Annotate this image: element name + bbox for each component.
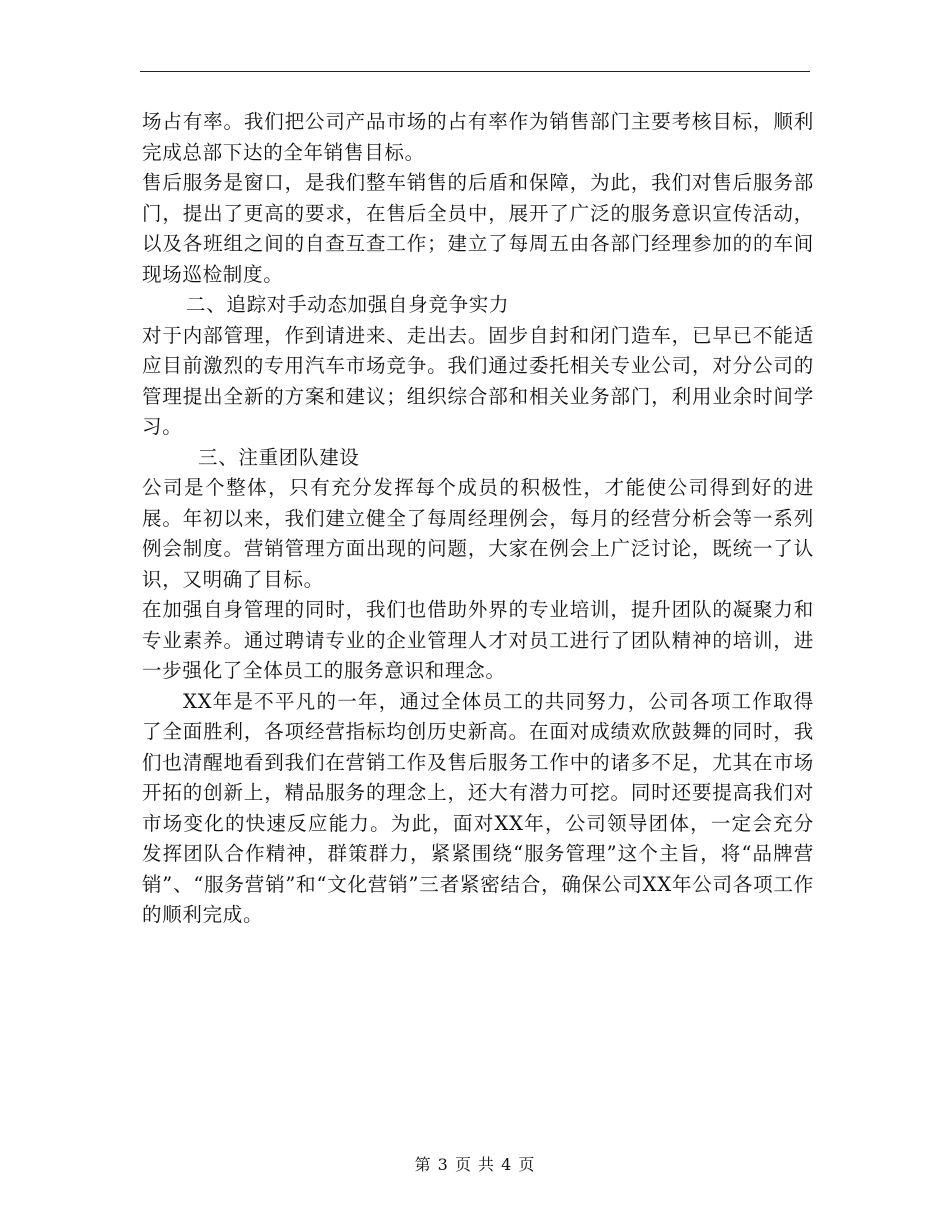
header-rule <box>140 71 810 72</box>
paragraph-market-share: 场占有率。我们把公司产品市场的占有率作为销售部门主要考核目标，顺利完成总部下达的全年销售目标。 <box>142 110 814 164</box>
paragraph-summary: XX年是不平凡的一年，通过全体员工的共同努力，公司各项工作取得了全面胜利，各项经营指标均创历史新高。在面对成绩欢欣鼓舞的同时，我们也清醒地看到我们在营销工作及售后服务工作中的诸多不足，尤其在市场开拓的创新上，精品服务的理念上，还大有潜力可挖。同时还要提高我们对市场变化的快速反应能力。为此，面对XX年，公司领导团体，一定会充分发挥团队合作精神，群策群力，紧紧围绕“服务管理”这个主旨，将“品牌营销”、“服务营销”和“文化营销”三者紧密结合，确保公司XX年公司各项工作的顺利完成。 <box>142 689 814 926</box>
paragraph-internal-management: 对于内部管理，作到请进来、走出去。固步自封和闭门造车，已早已不能适应目前激烈的专用汽车市场竞争。我们通过委托相关专业公司，对分公司的管理提出全新的方案和建议；组织综合部和相关业务部门，利用业余时间学习。 <box>142 323 814 438</box>
paragraph-after-sales: 售后服务是窗口，是我们整车销售的后盾和保障，为此，我们对售后服务部门，提出了更高的要求，在售后全员中，展开了广泛的服务意识宣传活动，以及各班组之间的自查互查工作；建立了每周五由各部门经理参加的的车间现场巡检制度。 <box>142 171 814 286</box>
section-heading-competition: 二、追踪对手动态加强自身竞争实力 <box>186 293 510 316</box>
paragraph-company-whole: 公司是个整体，只有充分发挥每个成员的积极性，才能使公司得到好的进展。年初以来，我们建立健全了每周经理例会，每月的经营分析会等一系列例会制度。营销管理方面出现的问题，大家在例会上广泛讨论，既统一了认识，又明确了目标。 <box>142 476 814 591</box>
paragraph-training: 在加强自身管理的同时，我们也借助外界的专业培训，提升团队的凝聚力和专业素养。通过聘请专业的企业管理人才对员工进行了团队精神的培训，进一步强化了全体员工的服务意识和理念。 <box>142 598 814 682</box>
section-heading-team-building: 三、注重团队建设 <box>198 445 360 469</box>
document-body <box>142 107 814 931</box>
page-number-footer: 第 3 页 共 4 页 <box>414 1155 536 1174</box>
